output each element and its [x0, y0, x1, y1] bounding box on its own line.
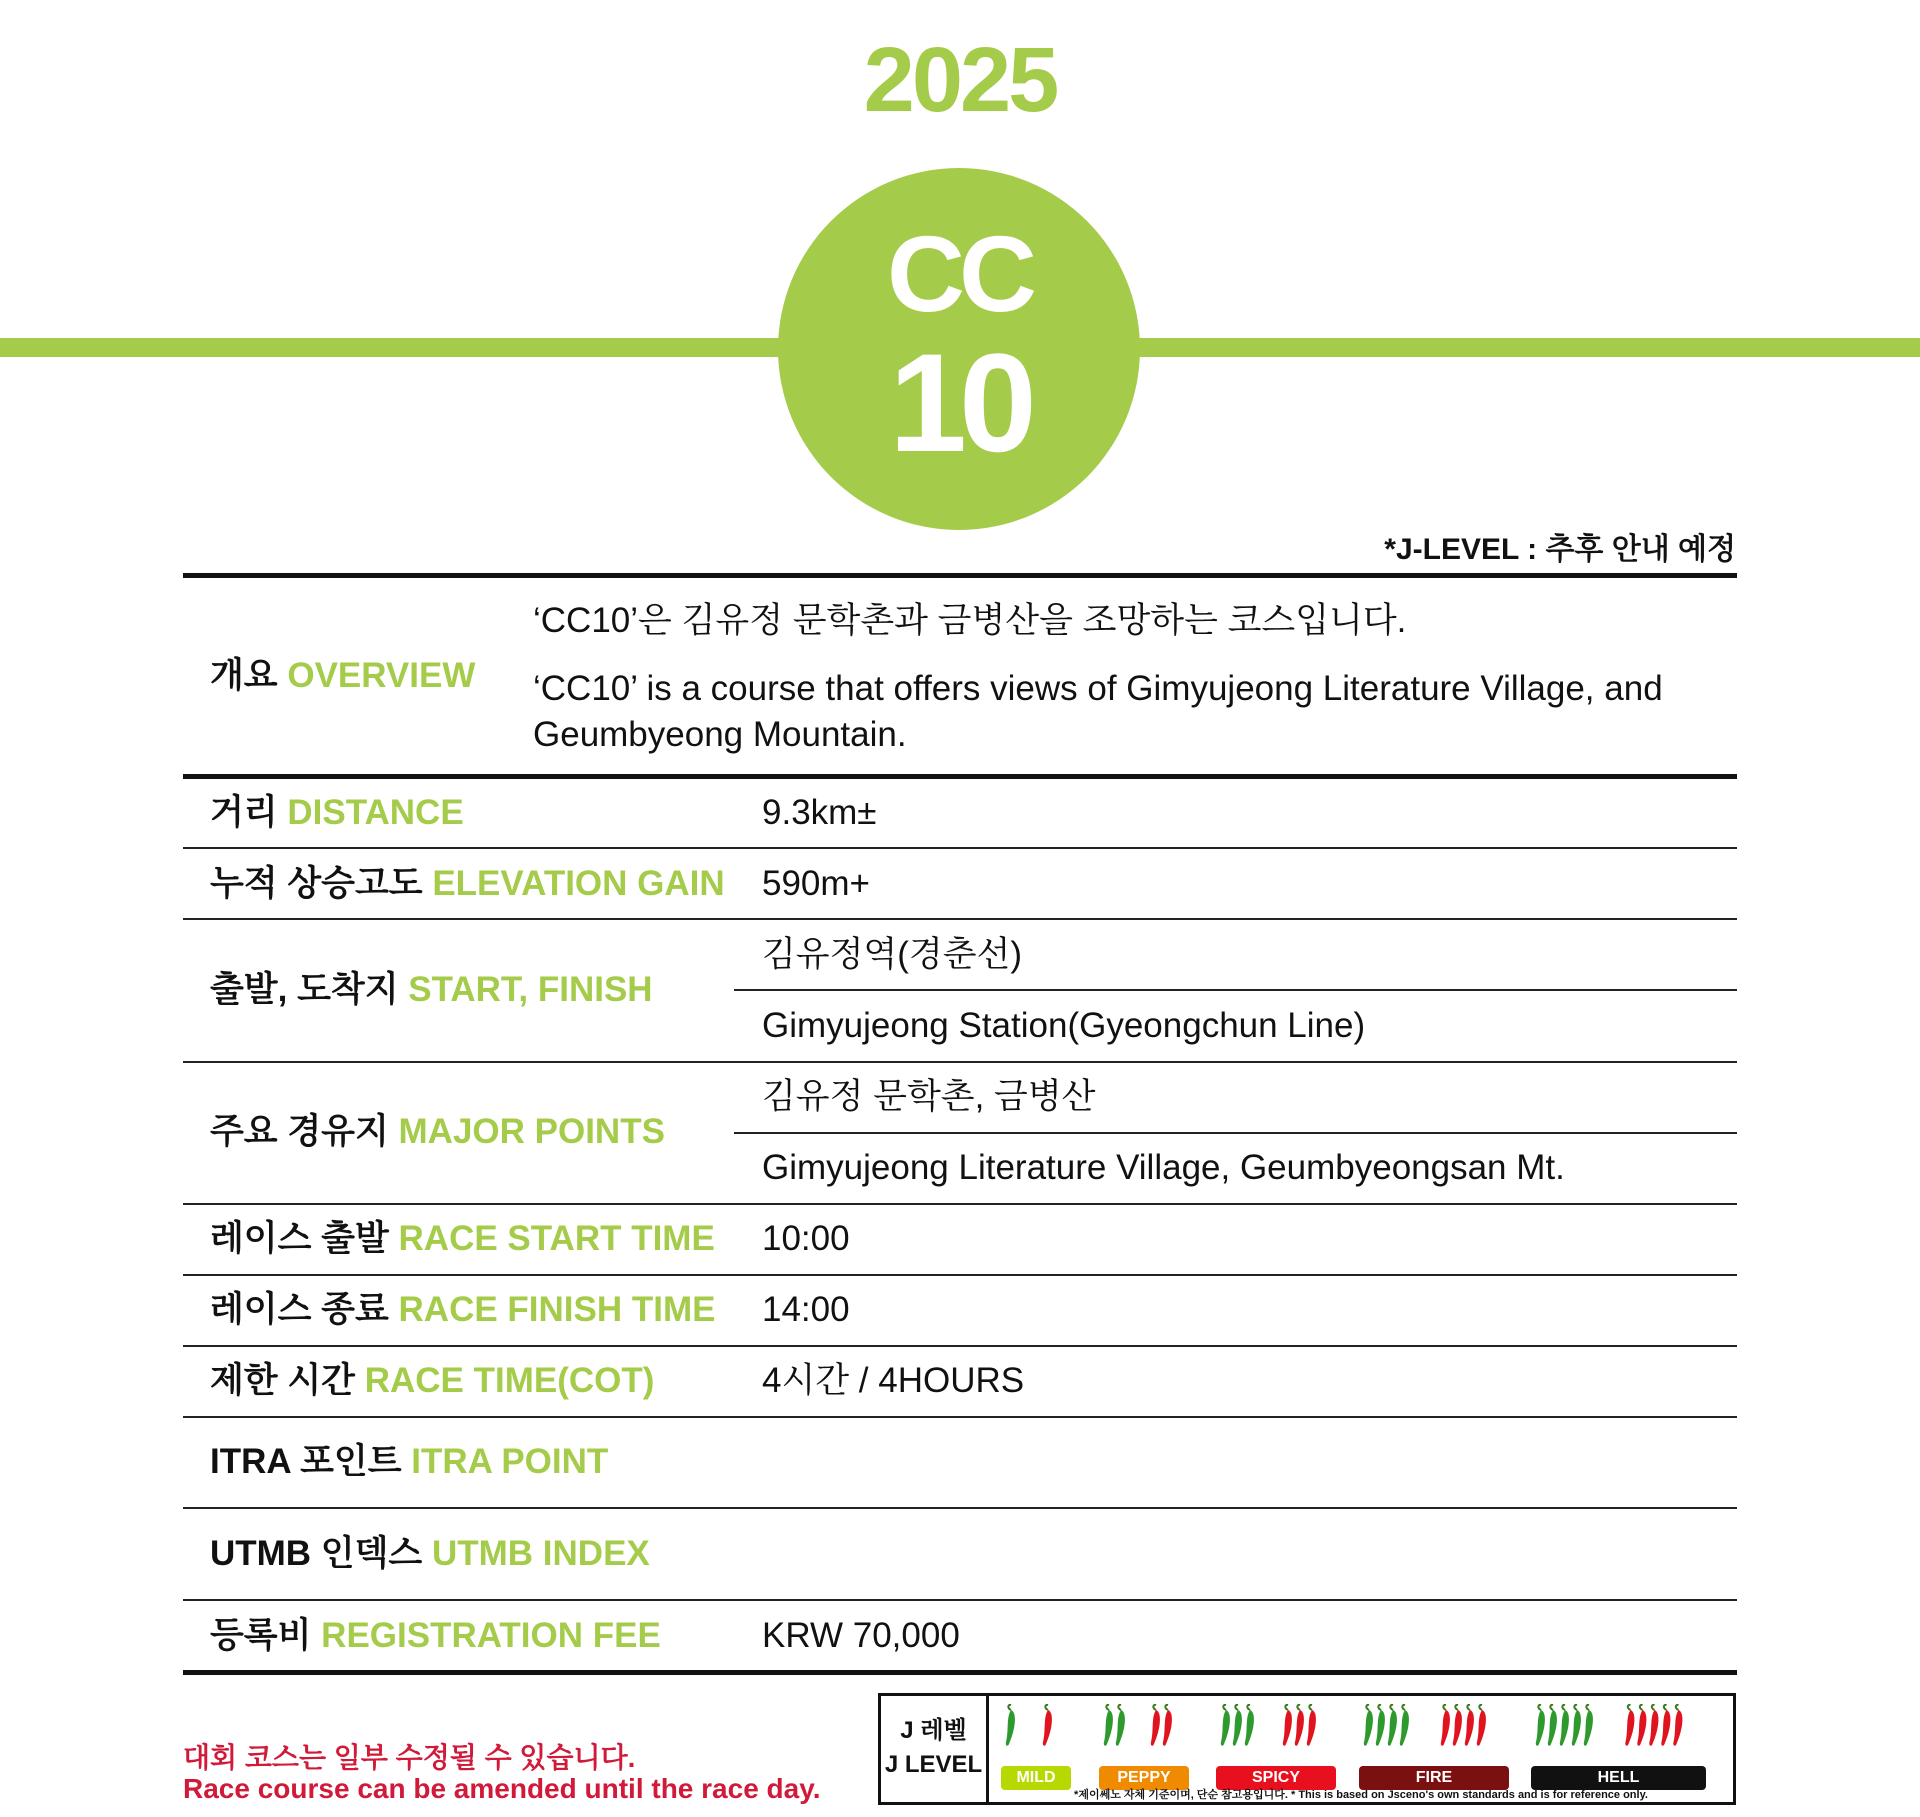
- pepper-icons: [1099, 1704, 1189, 1754]
- pepper-icons: [1216, 1704, 1336, 1754]
- table-bottom-rule: [183, 1670, 1737, 1675]
- race-start-label: [210, 1221, 715, 1256]
- course-badge: [778, 168, 1140, 530]
- distance-label-en: DISTANCE: [287, 793, 464, 832]
- race-time-label-en: RACE TIME(COT): [364, 1361, 655, 1400]
- pepper-icons: [1531, 1704, 1706, 1754]
- row-divider: [183, 847, 1737, 849]
- fee-value: KRW 70,000: [762, 1616, 960, 1655]
- start-finish-label-ko: 출발, 도착지: [210, 970, 399, 1009]
- jlevel-legend: [878, 1693, 1736, 1805]
- jlevel-title: [881, 1696, 989, 1802]
- overview-bottom-rule: [183, 774, 1737, 779]
- race-start-label-en: RACE START TIME: [398, 1219, 715, 1258]
- utmb-label-ko: UTMB 인덱스: [210, 1534, 423, 1573]
- jlevel-pill: SPICY: [1216, 1766, 1336, 1790]
- utmb-label: [210, 1536, 650, 1571]
- major-points-label: [210, 1114, 665, 1149]
- row-divider: [183, 1345, 1737, 1347]
- jlevel-pill: MILD: [1001, 1766, 1071, 1790]
- itra-label-en: ITRA POINT: [411, 1442, 609, 1481]
- race-time-value: 4시간 / 4HOURS: [762, 1361, 1025, 1400]
- fee-label-ko: 등록비: [210, 1616, 312, 1655]
- race-start-value: 10:00: [762, 1219, 850, 1258]
- jlevel-pill: FIRE: [1359, 1766, 1509, 1790]
- race-finish-label-en: RACE FINISH TIME: [398, 1290, 716, 1329]
- elevation-label-en: ELEVATION GAIN: [432, 864, 725, 903]
- table-top-rule: [183, 573, 1737, 578]
- sub-row-divider: [734, 1132, 1737, 1134]
- pepper-icons: [1359, 1704, 1509, 1754]
- itra-label: [210, 1444, 608, 1479]
- jlevel-pill: HELL: [1531, 1766, 1706, 1790]
- row-divider: [183, 1416, 1737, 1418]
- race-time-label: [210, 1363, 654, 1398]
- course-badge-prefix: CC: [887, 213, 1031, 334]
- major-points-value-en: Gimyujeong Literature Village, Geumbyeongsan Mt.: [762, 1148, 1565, 1187]
- fee-label-en: REGISTRATION FEE: [321, 1616, 661, 1655]
- row-divider: [183, 1599, 1737, 1601]
- course-badge-number: 10: [889, 324, 1029, 481]
- overview-label-en: OVERVIEW: [287, 656, 476, 695]
- utmb-label-en: UTMB INDEX: [431, 1534, 650, 1573]
- itra-label-ko: ITRA 포인트: [210, 1442, 402, 1481]
- row-divider: [183, 1061, 1737, 1063]
- jlevel-pill: PEPPY: [1099, 1766, 1189, 1790]
- overview-label-ko: 개요: [210, 656, 278, 695]
- row-divider: [183, 1203, 1737, 1205]
- jlevel-title-ko: J 레벨: [900, 1717, 967, 1744]
- race-time-label-ko: 제한 시간: [210, 1361, 355, 1400]
- elevation-value: 590m+: [762, 864, 870, 903]
- jlevel-disclaimer: *제이쎄노 자체 기준이며, 단순 참고용입니다. * This is based on Jsceno's own standards and is for reference only.: [1074, 1789, 1648, 1801]
- distance-value: 9.3km±: [762, 793, 877, 832]
- sub-row-divider: [734, 989, 1737, 991]
- start-finish-label-en: START, FINISH: [408, 970, 653, 1009]
- row-divider: [183, 1274, 1737, 1276]
- elevation-label: [210, 866, 725, 901]
- jlevel-title-en: J LEVEL: [884, 1751, 983, 1778]
- elevation-label-ko: 누적 상승고도: [210, 864, 423, 903]
- notice-en: Race course can be amended until the race day.: [183, 1773, 821, 1804]
- fee-label: [210, 1618, 661, 1653]
- race-finish-label-ko: 레이스 종료: [210, 1290, 389, 1329]
- major-points-label-en: MAJOR POINTS: [398, 1112, 665, 1151]
- race-finish-label: [210, 1292, 715, 1327]
- distance-label: [210, 795, 464, 830]
- row-divider: [183, 918, 1737, 920]
- jlevel-note: *J-LEVEL : 추후 안내 예정: [1384, 533, 1736, 566]
- major-points-label-ko: 주요 경유지: [210, 1112, 389, 1151]
- start-finish-value-ko: 김유정역(경춘선): [762, 935, 1022, 974]
- race-finish-value: 14:00: [762, 1290, 850, 1329]
- major-points-value-ko: 김유정 문학촌, 금병산: [762, 1077, 1096, 1116]
- overview-text-ko: ‘CC10’은 김유정 문학촌과 금병산을 조망하는 코스입니다.: [533, 601, 1407, 640]
- year-title: 2025: [863, 29, 1057, 131]
- overview-label: [210, 658, 475, 693]
- race-start-label-ko: 레이스 출발: [210, 1219, 389, 1258]
- notice-ko: 대회 코스는 일부 수정될 수 있습니다.: [183, 1742, 636, 1773]
- distance-label-ko: 거리: [210, 793, 278, 832]
- pepper-icons: [1001, 1704, 1071, 1754]
- overview-text-en: ‘CC10’ is a course that offers views of Gimyujeong Literature Village, and Geumbyeong Mountain.: [533, 669, 1663, 754]
- row-divider: [183, 1507, 1737, 1509]
- start-finish-label: [210, 972, 653, 1007]
- start-finish-value-en: Gimyujeong Station(Gyeongchun Line): [762, 1006, 1366, 1045]
